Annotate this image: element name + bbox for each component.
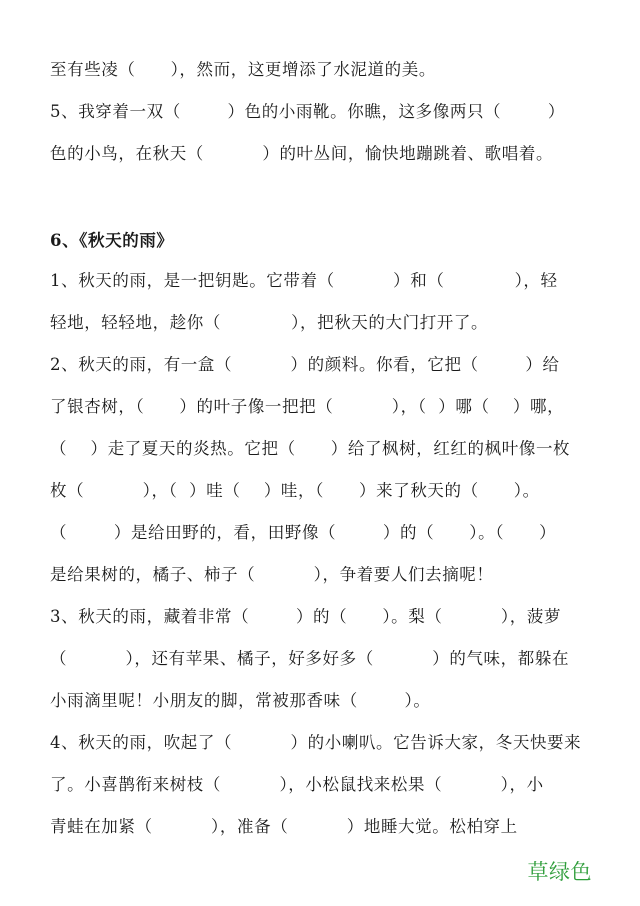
text-line-5: 1、秋天的雨，是一把钥匙。它带着（ ）和（ ），轻 [50, 271, 558, 290]
text-line-11: （ ）是给田野的，看，田野像（ ）的（ ）。（ ） [50, 523, 557, 542]
watermark-stamp: 草绿色 [527, 860, 592, 884]
text-line-18: 青蛙在加紧（ ），准备（ ）地睡大觉。松柏穿上 [50, 817, 518, 836]
text-line-17: 了。小喜鹊衔来树枝（ ），小松鼠找来松果（ ），小 [50, 775, 544, 794]
text-line-14: （ ），还有苹果、橘子，好多好多（ ）的气味，都躲在 [50, 649, 570, 668]
text-line-10: 枚（ ），（ ）哇（ ）哇，（ ）来了秋天的（ ）。 [50, 481, 540, 500]
text-line-12: 是给果树的，橘子、柿子（ ），争着要人们去摘呢！ [50, 565, 494, 584]
text-line-3: 色的小鸟，在秋天（ ）的叶丛间，愉快地蹦跳着、歌唱着。 [50, 144, 554, 163]
text-line-13: 3、秋天的雨，藏着非常（ ）的（ ）。梨（ ），菠萝 [50, 607, 562, 626]
text-line-1: 至有些凌（ ），然而，这更增添了水泥道的美。 [50, 60, 436, 79]
section-title: 6、《秋天的雨》 [50, 231, 174, 250]
text-line-16: 4、秋天的雨，吹起了（ ）的小喇叭。它告诉大家，冬天快要来 [50, 733, 582, 752]
text-line-2: 5、我穿着一双（ ）色的小雨靴。你瞧，这多像两只（ ） [50, 102, 566, 121]
text-line-15: 小雨滴里呢！小朋友的脚，常被那香味（ ）。 [50, 691, 431, 710]
text-line-7: 2、秋天的雨，有一盒（ ）的颜料。你看，它把（ ）给 [50, 355, 560, 374]
text-line-6: 轻地，轻轻地，趁你（ ），把秋天的大门打开了。 [50, 313, 489, 332]
text-line-9: （ ）走了夏天的炎热。它把（ ）给了枫树，红红的枫叶像一枚 [50, 439, 571, 458]
text-line-8: 了银杏树，（ ）的叶子像一把把（ ），（ ）哪（ ）哪， [50, 397, 565, 416]
